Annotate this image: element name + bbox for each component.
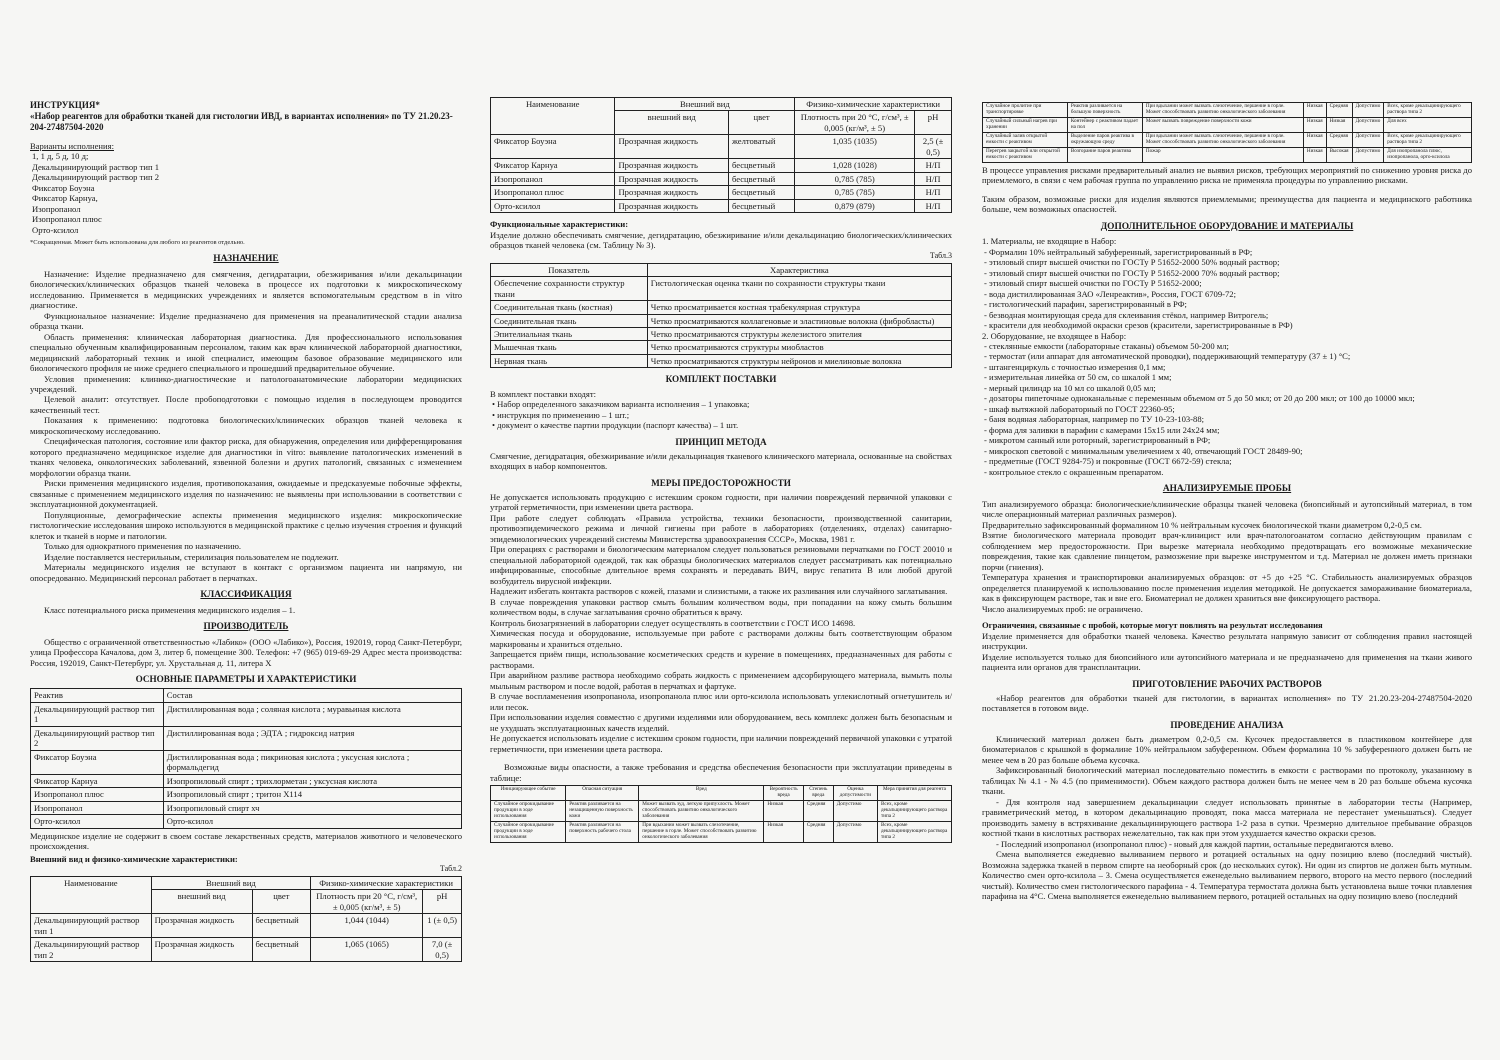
equipment-item: - предметные (ГОСТ 9284-75) и покровные (ГОСТ 6672-59) стекла; bbox=[982, 456, 1472, 466]
purpose-paragraph: Область применения: клиническая лабораторная диагностика. Для профессионального использования специально обученным квалифицированным персоналом, таким как врач клинической лабораторной диагностики, медицинский лабораторный техник и иной специалист, имеющим базовое образование медицинского или биологического профиля не ниже среднего специального и прошедший предварительное обучение. bbox=[30, 331, 462, 374]
kit-intro: В комплект поставки входят: bbox=[490, 388, 596, 399]
risk-cell: При вдыхании может вызвать слезотечение, першение в горле. Может способствовать развитию онкологического заболевания bbox=[1142, 132, 1303, 147]
phys-cell: Прозрачная жидкость bbox=[615, 135, 728, 159]
purpose-paragraph: Материалы медицинского изделия не вступают в контакт с организмом пациента ни напрямую, ни опосредованно. Медицинский персонал работает в перчатках. bbox=[30, 562, 462, 583]
composition-cell: Изопропанол плюс bbox=[31, 788, 164, 801]
risk-cell: Высокая bbox=[1326, 147, 1352, 162]
risk-header-cell: Вероятность вреда bbox=[764, 786, 803, 801]
phys2-header-look: Внешний вид bbox=[615, 98, 795, 111]
phys-cell: 0,785 (785) bbox=[795, 186, 915, 199]
table-row bbox=[983, 132, 1472, 147]
phys-header-look-a: внешний вид bbox=[151, 890, 252, 914]
risk-cell: Контейнер с реактивом падает на пол bbox=[1067, 117, 1142, 132]
purpose-paragraph: Функциональное назначение: Изделие предназначено для применения на преаналитической стадии анализа образца ткани. bbox=[30, 310, 462, 332]
table-row bbox=[31, 938, 462, 962]
func-cell: Четко просматриваются структуры нейронов и миелиновые волокна bbox=[647, 354, 951, 367]
equipment-2-list bbox=[982, 341, 1472, 477]
manufacturer-text: Общество с ограниченной ответственностью «Лабико» (ООО «Лабико»), Россия, 192019, город Санкт-Петербург, улица Профессора Качалова, дом 3, литер б, помещение 300. Телефон: +7 (965) 019-69-29 Адрес места производства: Россия, 192019, Санкт-Петербург, ул. Хрустальная д. 11, литера Х bbox=[30, 636, 462, 668]
purpose-paragraph: Риски применения медицинского изделия, противопоказания, ожидаемые и предсказуемые побочные эффекты, связанные с применением медицинского изделия по назначению: не выявлены при использовании в соответствии с эксплуатационной документацией. bbox=[30, 478, 462, 510]
safety-paragraph: В случае повреждения упаковки раствор смыть большим количеством воды, при попадании на кожу смыть большим количеством воды, в случае заглатывания срочно обратиться к врачу. bbox=[490, 596, 952, 618]
func-text: Изделие должно обеспечивать смягчение, дегидратацию, обезжиривание и/или декальцинацию биологических/клинических образцов тканей человека (см. Таблицу № 3). bbox=[490, 229, 952, 251]
safety-paragraph: Не допускается использовать продукцию с истекшим сроком годности, при наличии повреждений первичной упаковки с утратой герметичности, при изменении цвета раствора. bbox=[490, 492, 952, 513]
variant-item: Фиксатор Карнуа, bbox=[32, 193, 98, 204]
func-cell: Нервная ткань bbox=[491, 354, 648, 367]
heading-classification: КЛАССИФИКАЦИЯ bbox=[200, 590, 292, 601]
risk-cell: При вдыхании может вызвать слезотечение, першение в горле. Может способствовать развитию онкологического заболевания bbox=[639, 821, 764, 842]
func-table bbox=[490, 263, 952, 369]
samples-paragraph: Тип анализируемого образца: биологические/клинические образцы тканей человека (биопсийный и аутопсийный материал, в том числе операционный материал различных размеров). bbox=[982, 498, 1472, 520]
variants-label: Варианты исполнения: bbox=[30, 140, 114, 151]
risk-header-cell: Вред bbox=[639, 786, 764, 801]
samples-paragraph: Температура хранения и транспортировки анализируемых образцов: от +5 до +25 °С. Стабильность анализируемых образцов определяется планируемой к использованию после применения изделия методикой. Не допускается замораживание биоматериала, как в фиксирующем растворе, так и вне его. Биоматериал не должен храниться вне фиксирующего раствора. bbox=[982, 572, 1472, 604]
phys-cell: Прозрачная жидкость bbox=[615, 159, 728, 172]
composition-cell: Декальцинирующий раствор тип 1 bbox=[31, 702, 164, 726]
phys-cell: Прозрачная жидкость bbox=[615, 186, 728, 199]
column-left bbox=[30, 100, 462, 1055]
risk-cell: Низкая bbox=[1303, 117, 1326, 132]
table-row bbox=[31, 914, 462, 938]
risk-cell: Всех, кроме декальцинирующего раствора типа 2 bbox=[877, 801, 951, 822]
limits-paragraph: Изделие применяется для обработки тканей человека. Качество результата напрямую зависит от соблюдения правил настоящей инструкции. bbox=[982, 630, 1472, 652]
limits-section bbox=[982, 631, 1472, 673]
equipment-item: - этиловый спирт высшей очистки по ГОСТу Р 51652-2000; bbox=[982, 278, 1472, 288]
risk-cell: Реактив разливается на большую поверхность bbox=[1067, 103, 1142, 118]
equipment-2-label: 2. Оборудование, не входящее в Набор: bbox=[982, 330, 1127, 341]
kit-list bbox=[490, 399, 952, 430]
risk-cell: При вдыхании может вызвать слезотечение, першение в горле. Может способствовать развитию онкологического заболевания bbox=[1142, 103, 1303, 118]
phys-label: Внешний вид и физико-химические характеристики: bbox=[30, 853, 238, 864]
func-cell: Четко просматриваются структуры железистого эпителия bbox=[647, 327, 951, 340]
variant-item: Орто-ксилол bbox=[32, 224, 79, 235]
phys-header-look: Внешний вид bbox=[151, 876, 311, 889]
phys2-header-density: Плотность при 20 °С, г/см³, ± 0,005 (кг/м³, ± 5) bbox=[795, 111, 915, 135]
equipment-item: - контрольное стекло с окрашенным препаратом. bbox=[982, 467, 1472, 477]
composition-cell: Дистиллированная вода ; соляная кислота ; муравьиная кислота bbox=[163, 702, 461, 726]
risk-cell: Случайный залив открытой емкости с реактивом bbox=[983, 132, 1068, 147]
phys-cell: бесцветный bbox=[728, 186, 794, 199]
risk-cell: Допустимо bbox=[1352, 103, 1384, 118]
heading-analysis: ПРОВЕДЕНИЕ АНАЛИЗА bbox=[1170, 719, 1284, 730]
composition-cell: Изопропиловый спирт хч bbox=[163, 801, 461, 814]
equipment-item: - вода дистиллированная ЗАО «Ленреактив», Россия, ГОСТ 6709-72; bbox=[982, 289, 1472, 299]
equipment-item: - мерный цилиндр на 10 мл со шкалой 0,05 мл; bbox=[982, 383, 1472, 393]
safety-paragraph: При работе следует соблюдать «Правила устройства, техники безопасности, производственной санитарии, противоэпидемического режима и личной гигиены при работе в лабораториях (отделениях, отделах) санитарно-эпидемиологических учреждений системы Министерства здравоохранения СССР», Москва, 1981 г. bbox=[490, 512, 952, 544]
risk-cell: Случайное пролитие при транспортировке bbox=[983, 103, 1068, 118]
purpose-paragraph: Условия применения: клинико-диагностические и патологоанатомические лаборатории медицинских учреждений. bbox=[30, 373, 462, 394]
kit-item: • документ о качестве партии продукции (паспорт качества) – 1 шт. bbox=[490, 420, 952, 430]
safety-section bbox=[490, 492, 952, 754]
composition-cell: Изопропанол bbox=[31, 801, 164, 814]
func-cell: Мышечная ткань bbox=[491, 341, 648, 354]
func-header-indicator: Показатель bbox=[491, 263, 648, 276]
variant-item: 1, 1 д, 5 д, 10 д; bbox=[32, 151, 89, 162]
func-cell: Эпителиальная ткань bbox=[491, 327, 648, 340]
phys2-header-name: Наименование bbox=[491, 98, 615, 135]
phys2-header-phys: Физико-химические характеристики bbox=[795, 98, 952, 111]
risk-cell: Допустимо bbox=[1352, 147, 1384, 162]
phys2-header-ph: pH bbox=[915, 111, 952, 135]
phys-cell: 1,035 (1035) bbox=[795, 135, 915, 159]
purpose-paragraph: Изделие поставляется нестерильным, стерилизация пользователем не подлежит. bbox=[44, 551, 339, 562]
variant-item: Декальцинирующий раствор тип 2 bbox=[32, 172, 160, 183]
phys-cell: Н/П bbox=[915, 172, 952, 185]
table-row bbox=[491, 327, 952, 340]
risk-header-cell: Оценка допустимости bbox=[833, 786, 877, 801]
phys-cell: Н/П bbox=[915, 199, 952, 212]
phys-header-name: Наименование bbox=[31, 876, 152, 913]
variant-item: Декальцинирующий раствор тип 1 bbox=[32, 161, 160, 172]
variants-list bbox=[30, 151, 462, 235]
table-row bbox=[31, 750, 462, 774]
phys-table-part1 bbox=[30, 876, 462, 962]
risk-cell: Всех, кроме декальцинирующего раствора типа 2 bbox=[877, 821, 951, 842]
risk-cell: Низкая bbox=[1303, 132, 1326, 147]
risk-cell: Низкая bbox=[764, 801, 803, 822]
risk-cell: Допустимо bbox=[833, 821, 877, 842]
risk-cell: Средняя bbox=[1326, 103, 1352, 118]
phys-cell: бесцветный bbox=[252, 914, 311, 938]
phys2-header-color: цвет bbox=[728, 111, 794, 135]
risk-header-cell: Инициирующее событие bbox=[491, 786, 566, 801]
risk-cell: Реактив разливается на поверхность рабочего стола bbox=[566, 821, 639, 842]
safety-paragraph: В случае воспламенения изопропанола, изопропанола плюс или орто-ксилола использовать углекислотный огнетушитель и/или песок. bbox=[490, 691, 952, 712]
purpose-paragraph: Целевой аналит: отсутствует. После пробоподготовки с помощью изделия в последующем проводится качественный тест. bbox=[30, 394, 462, 415]
equipment-item: - баня водяная лабораторная, например по ТУ 10-23-103-88; bbox=[982, 414, 1472, 424]
phys-cell: Орто-ксилол bbox=[491, 199, 615, 212]
kit-item: • инструкция по применению – 1 шт.; bbox=[490, 410, 952, 420]
table-row bbox=[491, 801, 952, 822]
table-row bbox=[491, 821, 952, 842]
analysis-paragraph: Клинический материал должен быть диаметром 0,2-0,5 см. Кусочек предоставляется в пластиковом контейнере для биоматериалов с крышкой в формалине 10% нейтральном забуференном. Объем формалина 10 % забуференного должен быть не менее чем в 20 раз больше объема кусочка. bbox=[982, 733, 1472, 765]
safety-paragraph: Контроль биозагрязнений в лаборатории следует осуществлять в соответствии с ГОСТ ИСО 14698. bbox=[490, 617, 856, 628]
phys-cell: бесцветный bbox=[728, 172, 794, 185]
equipment-1-list bbox=[982, 247, 1472, 331]
heading-equipment: ДОПОЛНИТЕЛЬНОЕ ОБОРУДОВАНИЕ И МАТЕРИАЛЫ bbox=[1100, 221, 1354, 232]
phys-cell: 1,028 (1028) bbox=[795, 159, 915, 172]
risk-cell: Случайный сильный нагрев при хранении bbox=[983, 117, 1068, 132]
composition-cell: Декальцинирующий раствор тип 2 bbox=[31, 726, 164, 750]
phys-cell: Прозрачная жидкость bbox=[615, 172, 728, 185]
samples-section bbox=[982, 499, 1472, 614]
table-row bbox=[983, 147, 1472, 162]
phys-cell: Прозрачная жидкость bbox=[151, 914, 252, 938]
heading-parameters: ОСНОВНЫЕ ПАРАМЕТРЫ И ХАРАКТЕРИСТИКИ bbox=[135, 674, 357, 685]
phys-cell: бесцветный bbox=[728, 159, 794, 172]
samples-paragraph: Число анализируемых проб: не ограничено. bbox=[982, 603, 1143, 614]
composition-cell: Фиксатор Карнуа bbox=[31, 774, 164, 787]
risk-cell: Может вызвать зуд, легкую припухлость. Может способствовать развитию онкологического заболевания bbox=[639, 801, 764, 822]
doc-subtitle: «Набор реагентов для обработки тканей для гистологии ИВД, в вариантах исполнения» по ТУ 21.20.23-204-27487504-2020 bbox=[30, 110, 453, 132]
analysis-section bbox=[982, 734, 1472, 902]
risk-cell: Для изопропанола плюс, изопропанола, орто-ксилола bbox=[1384, 147, 1472, 162]
risk-intro: Возможные виды опасности, а также требования и средства обеспечения безопасности при эксплуатации приведены в таблице: bbox=[490, 762, 952, 783]
doc-title: ИНСТРУКЦИЯ* bbox=[30, 100, 100, 110]
phys-cell: Прозрачная жидкость bbox=[151, 938, 252, 962]
phys-cell: желтоватый bbox=[728, 135, 794, 159]
table-row bbox=[31, 726, 462, 750]
phys-header-density: Плотность при 20 °С, г/см³, ± 0,005 (кг/м³, ± 5) bbox=[311, 890, 423, 914]
samples-paragraph: Предварительно зафиксированный формалином 10 % нейтральным кусочек биологической ткани диаметром 0,2-0,5 см. bbox=[982, 519, 1422, 530]
risk-header-cell: Мера принятия для реагента bbox=[877, 786, 951, 801]
equipment-item: - дозаторы пипеточные одноканальные с переменным объемом от 5 до 50 мкл; от 20 до 200 мкл; от 100 до 10000 мкл; bbox=[982, 393, 1472, 403]
risk-cell: Низкая bbox=[764, 821, 803, 842]
purpose-paragraph: Показания к применению: подготовка биологических/клинических образцов тканей человека к микроскопическому исследованию. bbox=[30, 415, 462, 436]
table-row bbox=[31, 788, 462, 801]
risk-cell: Допустимо bbox=[1352, 117, 1384, 132]
risk-header-cell: Степень вреда bbox=[803, 786, 833, 801]
risk-cell: Низкая bbox=[1303, 147, 1326, 162]
table2-caption: Табл.2 bbox=[439, 864, 462, 874]
limits-label: Ограничения, связанные с пробой, которые могут повлиять на результат исследования bbox=[982, 620, 1323, 631]
analysis-paragraph: - Последний изопропанол (изопропанол плюс) - новый для каждой партии, остальные передвигаются влево. bbox=[996, 838, 1394, 849]
func-cell: Обеспечение сохранности структур ткани bbox=[491, 277, 648, 301]
composition-cell: Орто-ксилол bbox=[31, 815, 164, 828]
phys-cell: 0,785 (785) bbox=[795, 172, 915, 185]
analysis-paragraph: Смена выполняется ежедневно выливанием первого и ротацией остальных на одну позицию влево (последний чистый). Возможна задержка тканей в первом спирте на необорный срок (до нескольких суток). Ни один из спиртов не должен быть мутным. Количество смен орто-ксилола – 3. Смена осуществляется еженедельно выливанием первого, второго на место первого (последний чистый). Количество смен гистологического парафина - 4. Температура термостата должна быть установлена выше точки плавления парафина на 4°С. Смена выполняется еженедельно выливанием первого, ротацией остальных на одну позицию влево (последний bbox=[982, 849, 1472, 902]
risk-cell: Допустимо bbox=[1352, 132, 1384, 147]
safety-paragraph: Химическая посуда и оборудование, используемые при работе с растворами должны быть соответствующим образом маркированы и храниться отдельно. bbox=[490, 628, 952, 649]
phys-cell: Фиксатор Карнуа bbox=[491, 159, 615, 172]
equipment-item: - этиловый спирт высшей очистки по ГОСТу Р 51652-2000 50% водный раствор; bbox=[982, 257, 1472, 267]
composition-cell: Изопропиловый спирт ; тритон Х114 bbox=[163, 788, 461, 801]
risk-cell: Низкая bbox=[1326, 117, 1352, 132]
phys-cell: Прозрачная жидкость bbox=[615, 199, 728, 212]
phys-cell: бесцветный bbox=[728, 199, 794, 212]
table-row bbox=[491, 301, 952, 314]
risk-cell: Средняя bbox=[803, 801, 833, 822]
risk-cell: Реактив разливается на незащищенную поверхность кожи bbox=[566, 801, 639, 822]
analysis-paragraph: - Для контроля над завершением декальцинации следует использовать принятые в лаборатории тесты (Например, гравиметрический метод, в котором декальцинацию проводят, пока масса материала не перестанет уменьшаться). Следует производить замену в встряхивание декальцинирующего раствора 1-2 раза в сутки. Чрезмерно длительное пребывание образцов костной ткани в кислотных растворах нежелательно, так как при этом ухудшается качество окраски срезов. bbox=[982, 796, 1472, 839]
heading-method: ПРИНЦИП МЕТОДА bbox=[675, 436, 767, 447]
risk-cell: Случайное опрокидывание продукции в ходе использования bbox=[491, 801, 566, 822]
risk-cell: Перегрев закрытой или открытой емкости с реактивом bbox=[983, 147, 1068, 162]
func-label: Функциональные характеристики: bbox=[490, 219, 629, 230]
table-row bbox=[31, 815, 462, 828]
params-note: Медицинское изделие не содержит в своем составе лекарственных средств, материалов животного и человеческого происхождения. bbox=[30, 830, 462, 852]
table-row bbox=[31, 774, 462, 787]
limits-paragraph: Изделие используется только для биопсийного или аутопсийного материала и не предназначено для применения на ткани живого пациента или органов для трансплантации. bbox=[982, 651, 1472, 673]
phys-cell: 7,0 (± 0,5) bbox=[423, 938, 462, 962]
equipment-1-label: 1. Материалы, не входящие в Набор: bbox=[982, 236, 1117, 247]
phys-table-part2 bbox=[490, 97, 952, 213]
risk-cell: Может вызвать повреждение поверхности кожи bbox=[1142, 117, 1303, 132]
variant-item: Изопропанол плюс bbox=[32, 214, 102, 225]
purpose-paragraph: Популяционные, демографические аспекты применения медицинского изделия: микроскопические гистологические исследования широко используются в медицинской практике с целью изучения строения и функций клеток и тканей в норме и патологии. bbox=[30, 509, 462, 541]
safety-paragraph: Не допускается использовать изделие с истекшим сроком годности, при наличии повреждений первичной упаковки с утратой герметичности, при изменении цвета раствора. bbox=[490, 733, 952, 754]
classification-text: Класс потенциального риска применения медицинского изделия – 1. bbox=[44, 604, 296, 615]
table-row bbox=[491, 199, 952, 212]
func-cell: Четко просматривается костная трабекулярная структура bbox=[647, 301, 951, 314]
phys-cell: 1,044 (1044) bbox=[311, 914, 423, 938]
equipment-item: - красители для необходимой окраски срезов (красители, зарегистрированные в РФ) bbox=[982, 320, 1472, 330]
phys-header-color: цвет bbox=[252, 890, 311, 914]
table-row bbox=[491, 135, 952, 159]
phys-cell: Изопропанол плюс bbox=[491, 186, 615, 199]
phys-header-ph: pH bbox=[423, 890, 462, 914]
risk-cell: Средняя bbox=[1326, 132, 1352, 147]
phys-cell: Фиксатор Боуэна bbox=[491, 135, 615, 159]
risk-cell: Допустимо bbox=[833, 801, 877, 822]
equipment-item: - безводная монтирующая среда для склеивания стёкол, например Витрогель; bbox=[982, 310, 1472, 320]
risk-cell: Возгорание паров реактива bbox=[1067, 147, 1142, 162]
safety-paragraph: При операциях с растворами и биологическим материалом следует пользоваться резиновыми перчатками по ГОСТ 20010 и специальной лабораторной одеждой, так как образцы биологических материалов следует рассматривать как потенциально инфицированные, способные длительное время сохранять и передавать ВИЧ, вирус гепатита В или любой другой возбудитель вирусной инфекции. bbox=[490, 544, 952, 586]
risk-paragraph-1: В процессе управления рисками предварительный анализ не выявил рисков, требующих мероприятий по снижению уровня риска до приемлемого, в связи с чем рабочая группа по управлению риска не применяла процедуры по управлению рисками. bbox=[982, 164, 1472, 186]
phys-cell: 2,5 (± 0,5) bbox=[915, 135, 952, 159]
purpose-paragraph: Специфическая патология, состояние или фактор риска, для обнаружения, определения или дифференцирования которого предназначено медицинское изделие для диагностики in vitro: выявление патологических изменений в тканях человека, онкологических заболеваний, язвенной болезни и других патологий, связанных с изменением морфологии образца ткани. bbox=[30, 436, 462, 478]
purpose-paragraph: Назначение: Изделие предназначено для смягчения, дегидратации, обезжиривания и/или декальцинации биологических/клинических образцов тканей человека в процессе их подготовки к микроскопическому исследованию. Применяется в медицинских учреждениях и является вспомогательным средством в in vitro диагностике. bbox=[30, 268, 462, 311]
purpose-paragraph: Только для однократного применения по назначению. bbox=[44, 541, 242, 552]
phys-cell: Н/П bbox=[915, 159, 952, 172]
table-row bbox=[983, 117, 1472, 132]
table-row bbox=[491, 172, 952, 185]
func-cell: Соединительная ткань bbox=[491, 314, 648, 327]
equipment-item: - микроскоп световой с минимальным увеличением х 40, отвечающий ГОСТ 28489-90; bbox=[982, 446, 1472, 456]
risk-cell: Случайное опрокидывание продукции в ходе использования bbox=[491, 821, 566, 842]
safety-paragraph: При аварийном разливе раствора необходимо собрать жидкость с применением адсорбирующего материала, вымыть полы мыльным раствором и после водой, работая в перчатках и фартуке. bbox=[490, 670, 952, 691]
composition-cell: Дистиллированная вода ; ЭДТА ; гидроксид натрия bbox=[163, 726, 461, 750]
risk-cell: Средняя bbox=[803, 821, 833, 842]
table-row bbox=[491, 341, 952, 354]
equipment-item: - стеклянные емкости (лабораторные стаканы) объемом 50-200 мл; bbox=[982, 341, 1472, 351]
composition-header-reagent: Реактив bbox=[31, 689, 164, 702]
risk-paragraph-2: Таким образом, возможные риски для изделия являются приемлемыми; преимущества для пациента и медицинского работника больше, чем возможных опасностей. bbox=[982, 193, 1472, 215]
composition-cell: Дистиллированная вода ; пикриновая кислота ; уксусная кислота ; формальдегид bbox=[163, 750, 461, 774]
risk-cell: Для всех bbox=[1384, 117, 1472, 132]
phys-cell: Декальцинирующий раствор тип 1 bbox=[31, 914, 152, 938]
equipment-item: - форма для заливки в парафин с камерами 15х15 или 24х24 мм; bbox=[982, 425, 1472, 435]
table-row bbox=[491, 354, 952, 367]
equipment-item: - этиловый спирт высшей очистки по ГОСТу Р 51652-2000 70% водный раствор; bbox=[982, 268, 1472, 278]
equipment-item: - Формалин 10% нейтральный забуференный, зарегистрированный в РФ; bbox=[982, 247, 1472, 257]
phys-cell: Декальцинирующий раствор тип 2 bbox=[31, 938, 152, 962]
safety-paragraph: Запрещается приём пищи, использование косметических средств и курение в помещениях, предназначенных для работы с растворами. bbox=[490, 649, 952, 670]
variant-item: Изопропанол bbox=[32, 203, 81, 214]
purpose-section bbox=[30, 269, 462, 584]
risk-header-cell: Опасная ситуация bbox=[566, 786, 639, 801]
func-cell: Соединительная ткань (костная) bbox=[491, 301, 648, 314]
samples-paragraph: Взятие биологического материала проводит врач-клиницист или врач-патологоанатом согласно действующим правилам с соблюдением мер предосторожности. При вырезке материала необходимо предотвращать его возможные механические повреждения, такие как сдавление пинцетом, размозжение при вырезке инструментом и т.д. Материал не должен иметь признаки порчи (гниения). bbox=[982, 530, 1472, 572]
composition-table bbox=[30, 688, 462, 828]
risk-cell: Всех, кроме декальцинирующего раствора типа 2 bbox=[1384, 103, 1472, 118]
method-text: Смягчение, дегидратация, обезжиривание и/или декальцинация тканевого клинического материала, основанные на свойствах входящих в набор компонентов. bbox=[490, 450, 952, 472]
func-header-char: Характеристика bbox=[647, 263, 951, 276]
phys-cell: Н/П bbox=[915, 186, 952, 199]
composition-header-content: Состав bbox=[163, 689, 461, 702]
column-right bbox=[982, 100, 1472, 1055]
phys2-header-look-a: внешний вид bbox=[615, 111, 728, 135]
risk-cell: Всех, кроме декальцинирующего раствора типа 2 bbox=[1384, 132, 1472, 147]
func-cell: Четко просматриваются структуры миобластов bbox=[647, 341, 951, 354]
risk-table-part1 bbox=[490, 785, 952, 843]
heading-kit: КОМПЛЕКТ ПОСТАВКИ bbox=[665, 374, 777, 385]
equipment-item: - измерительная линейка от 50 см, со шкалой 1 мм; bbox=[982, 372, 1472, 382]
func-cell: Четко просматриваются коллагеновые и эластиновые волокна (фибробласты) bbox=[647, 314, 951, 327]
risk-cell: Низкая bbox=[1303, 103, 1326, 118]
func-cell: Гистологическая оценка ткани по сохранности структуры ткани bbox=[647, 277, 951, 301]
column-middle bbox=[490, 95, 952, 1050]
heading-samples: АНАЛИЗИРУЕМЫЕ ПРОБЫ bbox=[1162, 484, 1292, 495]
footnote: *Сокращенная. Может быть использована для любого из реагентов отдельно. bbox=[30, 239, 245, 247]
analysis-paragraph: Зафиксированный биологический материал последовательно поместить в емкости с растворами по протоколу, указанному в таблицах № 4.1 - № 4.5 (по применимости). Объем каждого раствора должен быть не менее чем в 20 раз больше объема кусочка ткани. bbox=[982, 765, 1472, 797]
safety-paragraph: При использовании изделия совместно с другими изделиями или оборудованием, весь комплекс должен быть безопасным и не ухудшать эксплуатационных качеств изделий. bbox=[490, 712, 952, 733]
risk-table-part2 bbox=[982, 102, 1472, 163]
phys-cell: бесцветный bbox=[252, 938, 311, 962]
phys-cell: 1 (± 0,5) bbox=[423, 914, 462, 938]
table-row bbox=[491, 159, 952, 172]
table-row bbox=[31, 702, 462, 726]
composition-cell: Орто-ксилол bbox=[163, 815, 461, 828]
heading-preparation: ПРИГОТОВЛЕНИЕ РАБОЧИХ РАСТВОРОВ bbox=[1132, 678, 1322, 689]
table3-caption: Табл.3 bbox=[929, 250, 952, 260]
equipment-item: - штангенциркуль с точностью измерения 0,1 мм; bbox=[982, 362, 1472, 372]
kit-item: • Набор определенного заказчиком варианта исполнения – 1 упаковка; bbox=[490, 399, 952, 409]
equipment-item: - термостат (или аппарат для автоматической проводки), поддерживающий температуру (37 ± 1) °С; bbox=[982, 351, 1472, 361]
heading-safety: МЕРЫ ПРЕДОСТОРОЖНОСТИ bbox=[651, 477, 791, 488]
preparation-text: «Набор реагентов для обработки тканей для гистологии, в вариантах исполнения» по ТУ 21.20.23-204-27487504-2020 поставляется в готовом виде. bbox=[982, 692, 1472, 714]
phys-cell: 0,879 (879) bbox=[795, 199, 915, 212]
safety-paragraph: Надлежит избегать контакта растворов с кожей, глазами и слизистыми, а также их разливания или случайного заглатывания. bbox=[490, 586, 948, 597]
table-row bbox=[31, 801, 462, 814]
equipment-item: - шкаф вытяжной лабораторный по ГОСТ 22360-95; bbox=[982, 404, 1472, 414]
risk-cell: Выделение паров реактива в окружающую среду bbox=[1067, 132, 1142, 147]
equipment-item: - микротом санный или роторный, зарегистрированный в РФ; bbox=[982, 435, 1472, 445]
phys-cell: 1,065 (1065) bbox=[311, 938, 423, 962]
composition-cell: Изопропиловый спирт ; трихлорметан ; уксусная кислота bbox=[163, 774, 461, 787]
heading-purpose: НАЗНАЧЕНИЕ bbox=[213, 254, 279, 265]
table-row bbox=[983, 103, 1472, 118]
risk-cell: Пожар bbox=[1142, 147, 1303, 162]
variant-item: Фиксатор Боуэна bbox=[32, 182, 95, 193]
table-row bbox=[491, 186, 952, 199]
composition-cell: Фиксатор Боуэна bbox=[31, 750, 164, 774]
table-row bbox=[491, 277, 952, 301]
phys-cell: Изопропанол bbox=[491, 172, 615, 185]
heading-manufacturer: ПРОИЗВОДИТЕЛЬ bbox=[203, 622, 289, 633]
phys-header-phys: Физико-химические характеристики bbox=[311, 876, 462, 889]
equipment-item: - гистологический парафин, зарегистрированный в РФ; bbox=[982, 299, 1472, 309]
table-row bbox=[491, 314, 952, 327]
